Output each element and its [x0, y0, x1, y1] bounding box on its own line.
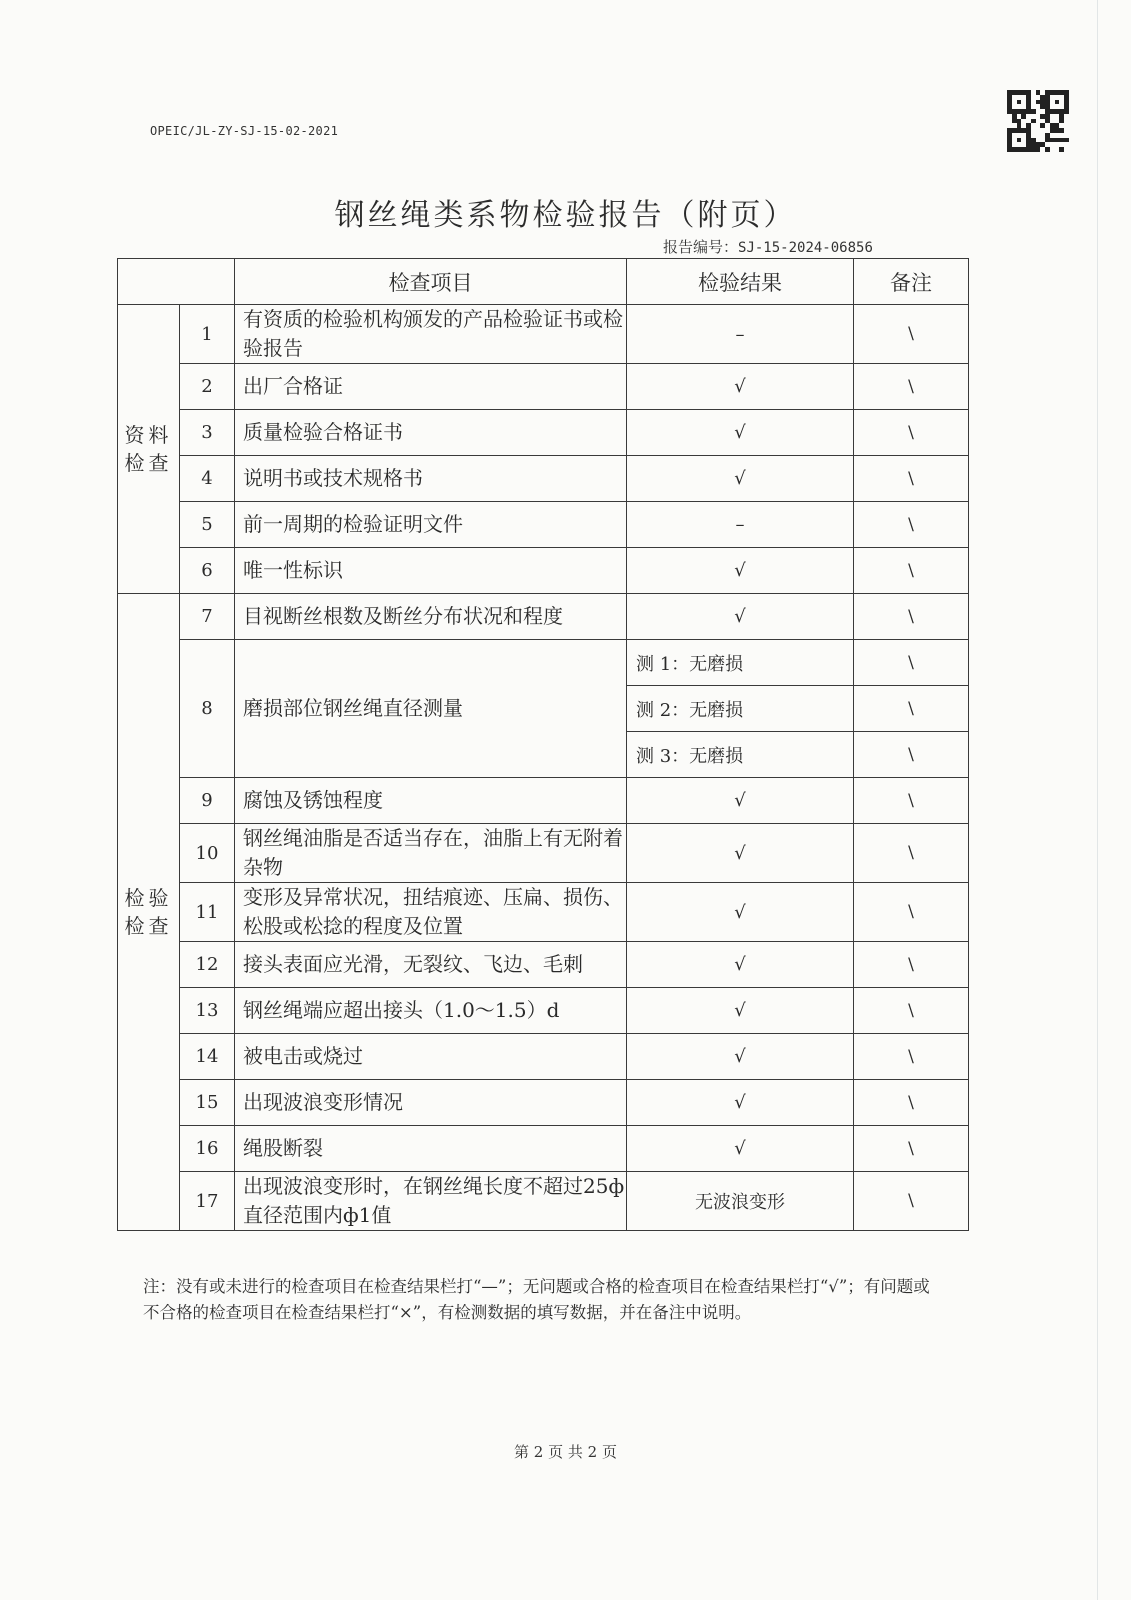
- report-number-label: 报告编号：: [663, 238, 739, 256]
- row-result: √: [627, 942, 854, 988]
- table-row: [118, 456, 969, 502]
- row-remark: \: [854, 883, 969, 942]
- row-item: 质量检验合格证书: [235, 410, 627, 456]
- row-result: √: [627, 1126, 854, 1172]
- row-remark: \: [854, 732, 969, 778]
- row-number: 16: [180, 1126, 235, 1172]
- header-remark: 备注: [854, 259, 969, 305]
- table-row: [118, 824, 969, 883]
- table-row: [118, 1126, 969, 1172]
- table-row: [118, 548, 969, 594]
- row-result: √: [627, 1080, 854, 1126]
- table-row: [118, 1172, 969, 1231]
- row-item: 钢丝绳油脂是否适当存在，油脂上有无附着杂物: [235, 824, 627, 883]
- row-item: 前一周期的检验证明文件: [235, 502, 627, 548]
- row-remark: \: [854, 1034, 969, 1080]
- table-row: [118, 305, 969, 364]
- row-result: √: [627, 548, 854, 594]
- row-remark: \: [854, 686, 969, 732]
- table-row: [118, 942, 969, 988]
- row-remark: \: [854, 456, 969, 502]
- row-number: 6: [180, 548, 235, 594]
- row-result: √: [627, 778, 854, 824]
- row-number: 17: [180, 1172, 235, 1231]
- group-inspect-cell: [118, 594, 180, 1231]
- page-title: 钢丝绳类系物检验报告（附页）: [334, 198, 797, 233]
- header-result: 检验结果: [627, 259, 854, 305]
- group-docs-cell: [118, 305, 180, 594]
- row-item: 被电击或烧过: [235, 1034, 627, 1080]
- row-item: 磨损部位钢丝绳直径测量: [235, 640, 627, 778]
- row-result: √: [627, 988, 854, 1034]
- table-row: [118, 410, 969, 456]
- row-item: 接头表面应光滑，无裂纹、飞边、毛刺: [235, 942, 627, 988]
- report-number-value: SJ-15-2024-06856: [738, 240, 873, 256]
- table-row: [118, 640, 969, 686]
- row-item: 出厂合格证: [235, 364, 627, 410]
- group-inspect-label: 检验检查: [124, 886, 173, 938]
- row-number: 9: [180, 778, 235, 824]
- row-number: 2: [180, 364, 235, 410]
- notes: 注：没有或未进行的检查项目在检查结果栏打“—”；无问题或合格的检查项目在检查结果栏打“√”；有问题或不合格的检查项目在检查结果栏打“×”，有检测数据的填写数据，并在备注中说明。: [143, 1277, 930, 1322]
- row-remark: \: [854, 364, 969, 410]
- row-item: 说明书或技术规格书: [235, 456, 627, 502]
- row-remark: \: [854, 502, 969, 548]
- page-footer: 第 2 页 共 2 页: [514, 1443, 617, 1461]
- row-remark: \: [854, 824, 969, 883]
- row-number: 10: [180, 824, 235, 883]
- row-remark: \: [854, 594, 969, 640]
- row-subresult: 测 1：无磨损: [627, 640, 854, 686]
- row-result: √: [627, 456, 854, 502]
- table-row: [118, 778, 969, 824]
- header-item: 检查项目: [235, 259, 627, 305]
- row-item: 绳股断裂: [235, 1126, 627, 1172]
- row-number: 5: [180, 502, 235, 548]
- row-number: 11: [180, 883, 235, 942]
- row-result: √: [627, 824, 854, 883]
- row-number: 15: [180, 1080, 235, 1126]
- row-item: 唯一性标识: [235, 548, 627, 594]
- row-subresult: 测 2：无磨损: [627, 686, 854, 732]
- row-number: 8: [180, 640, 235, 778]
- header-blank-cell: [118, 259, 235, 305]
- row-item: 有资质的检验机构颁发的产品检验证书或检验报告: [235, 305, 627, 364]
- row-result: √: [627, 1034, 854, 1080]
- row-result: 无波浪变形: [627, 1172, 854, 1231]
- row-number: 1: [180, 305, 235, 364]
- row-remark: \: [854, 640, 969, 686]
- table-row: [118, 502, 969, 548]
- row-number: 14: [180, 1034, 235, 1080]
- table-row: [118, 1034, 969, 1080]
- row-result: √: [627, 883, 854, 942]
- row-number: 3: [180, 410, 235, 456]
- qr-code-icon: [1007, 90, 1069, 152]
- row-remark: \: [854, 778, 969, 824]
- row-item: 钢丝绳端应超出接头（1.0～1.5）d: [235, 988, 627, 1034]
- table-row: [118, 1080, 969, 1126]
- row-item: 目视断丝根数及断丝分布状况和程度: [235, 594, 627, 640]
- table-row: [118, 594, 969, 640]
- row-item: 出现波浪变形情况: [235, 1080, 627, 1126]
- row-remark: \: [854, 1172, 969, 1231]
- row-item: 变形及异常状况，扭结痕迹、压扁、损伤、松股或松捻的程度及位置: [235, 883, 627, 942]
- row-remark: \: [854, 548, 969, 594]
- row-remark: \: [854, 1126, 969, 1172]
- table-row: [118, 883, 969, 942]
- table-row: [118, 988, 969, 1034]
- row-remark: \: [854, 305, 969, 364]
- row-result: √: [627, 410, 854, 456]
- row-item: 出现波浪变形时，在钢丝绳长度不超过25ф直径范围内ф1值: [235, 1172, 627, 1231]
- table-header-row: [118, 259, 969, 305]
- row-remark: \: [854, 942, 969, 988]
- table-row: [118, 364, 969, 410]
- page-edge-line: [1097, 0, 1098, 1600]
- group-docs-label: 资料检查: [124, 423, 173, 475]
- row-remark: \: [854, 1080, 969, 1126]
- row-item: 腐蚀及锈蚀程度: [235, 778, 627, 824]
- row-number: 7: [180, 594, 235, 640]
- row-number: 12: [180, 942, 235, 988]
- report-number: [663, 236, 873, 257]
- row-remark: \: [854, 410, 969, 456]
- row-remark: \: [854, 988, 969, 1034]
- row-result: –: [627, 305, 854, 364]
- row-result: √: [627, 364, 854, 410]
- row-result: √: [627, 594, 854, 640]
- row-number: 4: [180, 456, 235, 502]
- row-subresult: 测 3：无磨损: [627, 732, 854, 778]
- row-number: 13: [180, 988, 235, 1034]
- document-code: OPEIC/JL-ZY-SJ-15-02-2021: [150, 124, 339, 138]
- row-result: –: [627, 502, 854, 548]
- inspection-table: [117, 258, 969, 1231]
